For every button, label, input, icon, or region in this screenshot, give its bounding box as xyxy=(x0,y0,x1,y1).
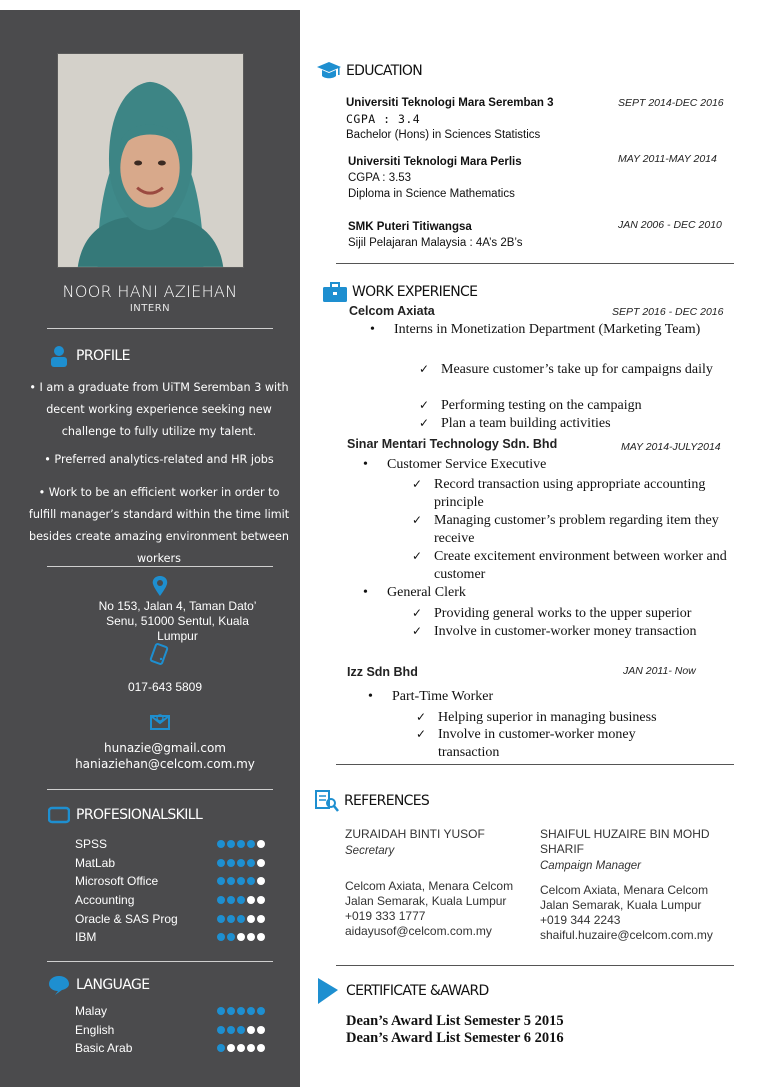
role-text: Interns in Monetization Department (Marketing Team) xyxy=(394,322,701,337)
email-icon xyxy=(149,710,171,732)
skill-name: Oracle & SAS Prog xyxy=(75,911,178,926)
language-name: Malay xyxy=(75,1004,108,1019)
task-text: Plan a team building activities xyxy=(441,416,611,431)
email-work[interactable]: haniaziehan@celcom.com.my xyxy=(75,757,255,771)
role-bullet xyxy=(368,688,718,706)
briefcase-icon xyxy=(322,281,348,303)
email-personal[interactable]: hunazie@gmail.com xyxy=(104,741,226,755)
monitor-icon xyxy=(48,804,70,826)
awards-heading xyxy=(316,976,489,1006)
language-row xyxy=(75,1039,265,1058)
profile-heading xyxy=(48,345,130,367)
rating-dot xyxy=(257,915,265,923)
role-bullet xyxy=(370,321,720,339)
task-item xyxy=(412,605,742,623)
references-heading-label: REFERENCES xyxy=(344,793,430,809)
school-program: Diploma in Science Mathematics xyxy=(348,188,515,200)
task-text: Record transaction using appropriate accounting principle xyxy=(434,477,706,510)
checkmark-icon: ✓ xyxy=(419,416,430,430)
company-name: Celcom Axiata xyxy=(349,304,435,318)
divider xyxy=(47,961,273,962)
rating-dot xyxy=(257,1044,265,1052)
rating-dot xyxy=(257,859,265,867)
reference-company: Celcom Axiata, Menara Celcom xyxy=(540,883,709,897)
reference-street: Jalan Semarak, Kuala Lumpur xyxy=(345,894,507,908)
task-item xyxy=(412,476,734,511)
task-text: Create excitement environment between worker and customer xyxy=(434,549,727,582)
language-rating xyxy=(217,1044,265,1052)
divider xyxy=(47,566,273,567)
role-text: Customer Service Executive xyxy=(387,457,547,472)
checkmark-icon: ✓ xyxy=(419,398,430,412)
skill-rating xyxy=(217,933,265,941)
rating-dot xyxy=(217,1007,225,1015)
task-text: Providing general works to the upper superior xyxy=(434,606,692,621)
skill-rating xyxy=(217,859,265,867)
language-heading xyxy=(48,974,150,996)
rating-dot xyxy=(257,877,265,885)
rating-dot xyxy=(227,1044,235,1052)
reference-title: Secretary xyxy=(345,845,395,857)
rating-dot xyxy=(227,840,235,848)
role-text: General Clerk xyxy=(387,585,466,600)
education-date: JAN 2006 - DEC 2010 xyxy=(618,219,722,231)
task-text: Involve in customer-worker money transaction xyxy=(438,727,636,760)
task-text: Helping superior in managing business xyxy=(438,710,657,725)
rating-dot xyxy=(227,859,235,867)
reference-1 xyxy=(345,827,535,939)
rating-dot xyxy=(227,933,235,941)
task-text: Managing customer’s problem regarding item they receive xyxy=(434,513,719,546)
rating-dot xyxy=(257,1026,265,1034)
checkmark-icon: ✓ xyxy=(412,624,423,638)
awards-heading-label: CERTIFICATE &AWARD xyxy=(346,983,489,999)
portrait-image xyxy=(58,54,243,267)
rating-dot xyxy=(247,877,255,885)
task-text: Measure customer’s take up for campaigns daily xyxy=(441,362,713,377)
job-date: JAN 2011- Now xyxy=(623,665,696,677)
bullet-icon: • xyxy=(363,585,368,600)
rating-dot xyxy=(257,933,265,941)
reference-company: Celcom Axiata, Menara Celcom xyxy=(345,879,514,893)
role-bullet xyxy=(363,584,713,602)
language-row xyxy=(75,1002,265,1021)
skill-row xyxy=(75,854,265,873)
reference-email[interactable]: shaiful.huzaire@celcom.com.my xyxy=(540,928,713,942)
profile-photo xyxy=(57,53,244,268)
checkmark-icon: ✓ xyxy=(416,727,427,741)
skills-list xyxy=(75,835,265,947)
reference-phone: +019 344 2243 xyxy=(540,913,621,927)
flag-icon xyxy=(316,976,342,1006)
skill-row xyxy=(75,891,265,910)
rating-dot xyxy=(237,933,245,941)
candidate-role: INTERN xyxy=(129,303,171,314)
task-text: Involve in customer-worker money transaction xyxy=(434,624,697,639)
rating-dot xyxy=(237,1007,245,1015)
profile-statement-2: • Preferred analytics-related and HR jobs xyxy=(44,453,274,466)
reference-title: Campaign Manager xyxy=(540,860,642,872)
task-item xyxy=(419,361,724,379)
rating-dot xyxy=(237,840,245,848)
rating-dot xyxy=(247,859,255,867)
candidate-name: NOOR HANI AZIEHAN xyxy=(62,282,238,301)
work-heading-label: WORK EXPERIENCE xyxy=(352,284,478,300)
education-date: SEPT 2014-DEC 2016 xyxy=(618,97,724,109)
skill-name: MatLab xyxy=(75,855,116,870)
role-text: Part-Time Worker xyxy=(392,689,494,704)
education-entry xyxy=(348,154,598,202)
rating-dot xyxy=(227,877,235,885)
rating-dot xyxy=(217,896,225,904)
profile-statement-1: • I am a graduate from UiTM Seremban 3 with decent working experience seeking new challenge to fully utilize my talent. xyxy=(29,381,289,438)
rating-dot xyxy=(217,915,225,923)
rating-dot xyxy=(247,1044,255,1052)
rating-dot xyxy=(237,915,245,923)
rating-dot xyxy=(237,896,245,904)
rating-dot xyxy=(237,1044,245,1052)
language-name: English xyxy=(75,1022,115,1037)
rating-dot xyxy=(247,1026,255,1034)
bullet-icon: • xyxy=(370,322,375,337)
rating-dot xyxy=(217,840,225,848)
checkmark-icon: ✓ xyxy=(416,710,427,724)
award-item: Dean’s Award List Semester 5 2015 xyxy=(346,1013,564,1029)
language-rating xyxy=(217,1026,265,1034)
rating-dot xyxy=(237,1026,245,1034)
section-divider xyxy=(336,764,734,765)
rating-dot xyxy=(227,1007,235,1015)
school-program: Bachelor (Hons) in Sciences Statistics xyxy=(346,129,541,141)
bullet-icon: • xyxy=(363,457,368,472)
rating-dot xyxy=(247,1007,255,1015)
section-divider xyxy=(336,965,734,966)
phone-number: 017-643 5809 xyxy=(127,680,203,694)
rating-dot xyxy=(237,859,245,867)
education-heading-label: EDUCATION xyxy=(346,63,423,79)
language-row xyxy=(75,1021,265,1040)
skill-name: IBM xyxy=(75,930,97,945)
address: No 153, Jalan 4, Taman Dato’ Senu, 51000 Sentul, Kuala Lumpur xyxy=(98,599,257,643)
task-item xyxy=(416,726,666,761)
job-date: SEPT 2016 - DEC 2016 xyxy=(612,306,724,318)
rating-dot xyxy=(227,1026,235,1034)
rating-dot xyxy=(217,1026,225,1034)
reference-street: Jalan Semarak, Kuala Lumpur xyxy=(540,898,702,912)
location-pin-icon xyxy=(149,575,171,597)
rating-dot xyxy=(257,840,265,848)
checkmark-icon: ✓ xyxy=(419,362,430,376)
task-item xyxy=(412,623,742,641)
school-program: Sijil Pelajaran Malaysia : 4A’s 2B’s xyxy=(348,237,523,249)
company-name: Izz Sdn Bhd xyxy=(347,665,418,679)
checkmark-icon: ✓ xyxy=(412,477,423,491)
profile-statement-3: • Work to be an efficient worker in order to fulfill manager’s standard within the time limit besides create amazing environment between workers xyxy=(28,486,290,565)
language-rating xyxy=(217,1007,265,1015)
rating-dot xyxy=(227,915,235,923)
award-item: Dean’s Award List Semester 6 2016 xyxy=(346,1030,564,1046)
rating-dot xyxy=(257,1007,265,1015)
reference-email[interactable]: aidayusof@celcom.com.my xyxy=(345,924,492,938)
graduation-cap-icon xyxy=(316,60,342,82)
rating-dot xyxy=(247,915,255,923)
work-heading xyxy=(322,281,477,303)
phone-icon xyxy=(148,643,170,665)
rating-dot xyxy=(217,859,225,867)
checkmark-icon: ✓ xyxy=(412,606,423,620)
skills-heading xyxy=(48,804,202,826)
school-name: SMK Puteri Titiwangsa xyxy=(348,221,472,233)
language-name: Basic Arab xyxy=(75,1041,133,1056)
speech-bubble-icon xyxy=(48,974,70,996)
skills-heading-label: PROFESIONALSKILL xyxy=(76,807,203,823)
task-item xyxy=(419,415,724,433)
skill-name: SPSS xyxy=(75,837,108,852)
skill-name: Accounting xyxy=(75,893,135,908)
rating-dot xyxy=(247,840,255,848)
document-search-icon xyxy=(314,790,340,812)
rating-dot xyxy=(217,933,225,941)
skill-row xyxy=(75,909,265,928)
job-date: MAY 2014-JULY2014 xyxy=(621,441,721,453)
school-grade: CGPA : 3.4 xyxy=(346,112,421,126)
education-date: MAY 2011-MAY 2014 xyxy=(618,153,717,165)
references-heading xyxy=(314,790,429,812)
education-entry xyxy=(348,219,598,251)
school-name: Universiti Teknologi Mara Seremban 3 xyxy=(346,97,554,109)
rating-dot xyxy=(247,896,255,904)
rating-dot xyxy=(247,933,255,941)
education-entry xyxy=(346,95,596,143)
section-divider xyxy=(336,263,734,264)
task-item xyxy=(419,397,724,415)
checkmark-icon: ✓ xyxy=(412,549,423,563)
school-grade: CGPA : 3.53 xyxy=(348,172,412,184)
divider xyxy=(47,789,273,790)
skill-rating xyxy=(217,915,265,923)
language-list xyxy=(75,1002,265,1058)
reference-phone: +019 333 1777 xyxy=(345,909,426,923)
rating-dot xyxy=(237,877,245,885)
skill-row xyxy=(75,928,265,947)
skill-rating xyxy=(217,896,265,904)
rating-dot xyxy=(227,896,235,904)
reference-name: ZURAIDAH BINTI YUSOF xyxy=(345,827,485,841)
skill-row xyxy=(75,835,265,854)
skill-rating xyxy=(217,840,265,848)
role-bullet xyxy=(363,456,713,474)
reference-name: SHAIFUL HUZAIRE BIN MOHD SHARIF xyxy=(540,827,710,856)
company-name: Sinar Mentari Technology Sdn. Bhd xyxy=(347,437,558,451)
task-item xyxy=(412,512,734,547)
skill-rating xyxy=(217,877,265,885)
person-icon xyxy=(48,345,70,367)
skill-name: Microsoft Office xyxy=(75,874,159,889)
task-item xyxy=(412,548,742,583)
divider xyxy=(47,328,273,329)
education-heading xyxy=(316,60,422,82)
school-name: Universiti Teknologi Mara Perlis xyxy=(348,156,522,168)
sidebar xyxy=(0,10,300,1087)
skill-row xyxy=(75,872,265,891)
reference-2 xyxy=(540,827,740,943)
rating-dot xyxy=(217,1044,225,1052)
language-heading-label: LANGUAGE xyxy=(76,977,150,993)
task-text: Performing testing on the campaign xyxy=(441,398,642,413)
profile-heading-label: PROFILE xyxy=(76,348,130,364)
bullet-icon: • xyxy=(368,689,373,704)
checkmark-icon: ✓ xyxy=(412,513,423,527)
rating-dot xyxy=(217,877,225,885)
rating-dot xyxy=(257,896,265,904)
task-item xyxy=(416,709,716,727)
